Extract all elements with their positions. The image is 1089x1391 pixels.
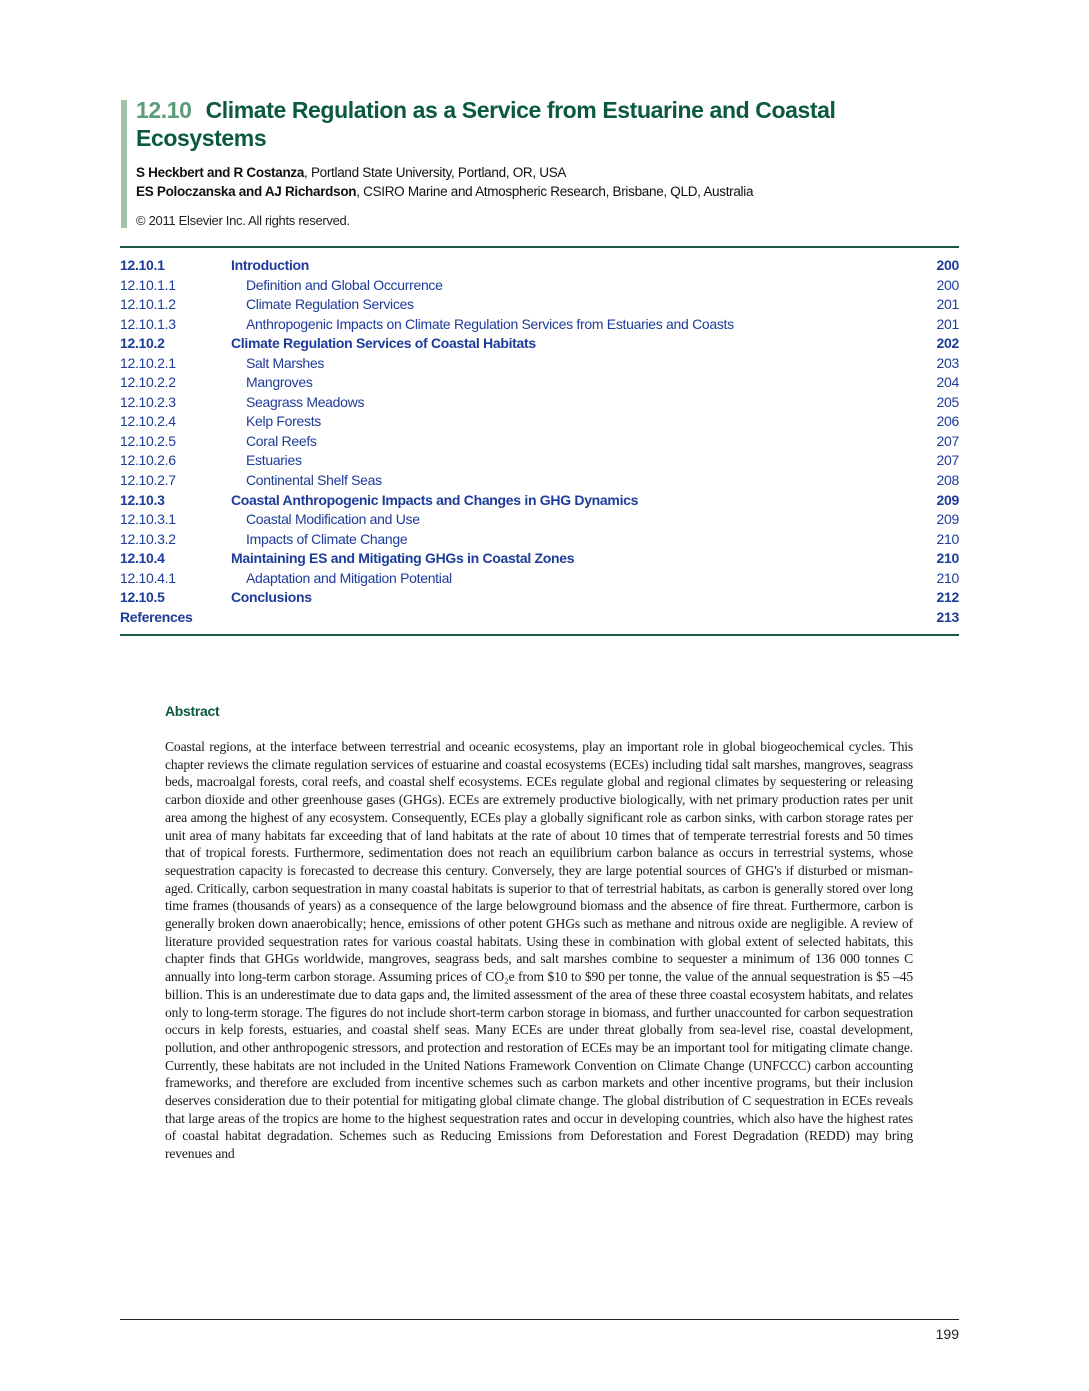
toc-entry-title[interactable]: Introduction — [231, 257, 310, 273]
toc-entry-number[interactable]: 12.10.2.2 — [120, 374, 176, 391]
toc-entry-title[interactable]: Estuaries — [246, 452, 302, 469]
author-affiliation: , CSIRO Marine and Atmospheric Research, Brisbane, QLD, Australia — [356, 184, 754, 199]
toc-entry-number[interactable]: 12.10.3 — [120, 491, 165, 508]
header-accent-bar — [121, 100, 127, 228]
toc-entry-page[interactable]: 201 — [936, 315, 959, 332]
chapter-title — [136, 96, 916, 152]
author-affiliation: , Portland State University, Portland, OR, USA — [304, 165, 567, 180]
toc-entry-number[interactable]: References — [120, 608, 193, 625]
toc-entry[interactable] — [120, 608, 959, 628]
author-line — [136, 182, 753, 201]
toc-entry-number[interactable]: 12.10.2.5 — [120, 432, 176, 449]
toc-entry-page[interactable]: 204 — [936, 374, 959, 391]
toc-entry-page[interactable]: 206 — [936, 413, 959, 430]
toc-entry-page[interactable]: 209 — [936, 491, 959, 508]
toc-entry[interactable] — [120, 432, 959, 452]
toc-entry-page[interactable]: 210 — [936, 569, 959, 586]
toc-entry-number[interactable]: 12.10.4.1 — [120, 569, 176, 586]
toc-entry-page[interactable]: 207 — [936, 432, 959, 449]
toc-entry[interactable] — [120, 412, 959, 432]
toc-entry-page[interactable]: 203 — [936, 354, 959, 371]
chapter-number: 12.10 — [136, 97, 192, 123]
toc-entry-title[interactable]: Mangroves — [246, 374, 313, 391]
toc-entry-number[interactable]: 12.10.2.3 — [120, 393, 176, 410]
toc-entry[interactable] — [120, 295, 959, 315]
toc-entry-page[interactable]: 210 — [936, 550, 959, 567]
toc-entry[interactable] — [120, 334, 959, 354]
toc-entry[interactable] — [120, 588, 959, 608]
toc-entry[interactable] — [120, 276, 959, 296]
toc-entry-title[interactable]: Coastal Modification and Use — [246, 511, 420, 528]
copyright-notice: © 2011 Elsevier Inc. All rights reserved. — [136, 213, 350, 228]
author-list — [136, 163, 753, 201]
toc-entry-page[interactable]: 202 — [936, 335, 959, 352]
toc-entry[interactable] — [120, 256, 959, 276]
toc-entry-page[interactable]: 201 — [936, 296, 959, 313]
toc-entry-title[interactable]: Conclusions — [231, 589, 312, 606]
toc-entry-page[interactable]: 207 — [936, 452, 959, 469]
toc-entry-number[interactable]: 12.10.2 — [120, 335, 165, 352]
chapter-title-text: Climate Regulation as a Service from Estuarine and Coastal Ecosystems — [136, 97, 836, 151]
toc-entry-page[interactable]: 200 — [936, 276, 959, 293]
toc-entry-page[interactable]: 205 — [936, 393, 959, 410]
toc-entry[interactable] — [120, 569, 959, 589]
toc-entry-number[interactable]: 12.10.3.2 — [120, 530, 176, 547]
toc-entry-title[interactable]: Adaptation and Mitigation Potential — [246, 569, 452, 586]
page-number: 199 — [935, 1326, 959, 1342]
toc-entry-number[interactable]: 12.10.1.2 — [120, 296, 176, 313]
toc-entry[interactable] — [120, 471, 959, 491]
toc-entry-page[interactable]: 208 — [936, 472, 959, 489]
author-names: ES Poloczanska and AJ Richardson — [136, 184, 357, 199]
toc-entry-title[interactable]: Definition and Global Occurrence — [246, 276, 443, 293]
toc-bottom-rule — [120, 634, 959, 636]
toc-entry-number[interactable]: 12.10.2.6 — [120, 452, 176, 469]
toc-entry-number[interactable]: 12.10.2.7 — [120, 472, 176, 489]
toc-entry[interactable] — [120, 315, 959, 335]
toc-entry-number[interactable]: 12.10.1.3 — [120, 315, 176, 332]
toc-entry[interactable] — [120, 491, 959, 511]
toc-entry-number[interactable]: 12.10.4 — [120, 550, 165, 567]
toc-entry-page[interactable]: 210 — [936, 530, 959, 547]
toc-entry-number[interactable]: 12.10.1 — [120, 257, 165, 273]
toc-entry-title[interactable]: Continental Shelf Seas — [246, 472, 382, 489]
toc-entry[interactable] — [120, 510, 959, 530]
toc-entry[interactable] — [120, 393, 959, 413]
toc-entry-page[interactable]: 212 — [936, 589, 959, 606]
toc-entry[interactable] — [120, 373, 959, 393]
abstract-body: Coastal regions, at the interface between terrestrial and oceanic ecosystems, play an important role in global biogeochemical cycles. This chapter reviews the climate regulation services of estuarine and coastal ecosystems (ECEs) including tidal salt marshes, mangroves, seagrass beds, macroalgal forests, coral reefs, and coastal shelf ecosystems. ECEs regulate global and regional climates by sequestering or releasing carbon dioxide and other greenhouse gases (GHGs). ECEs are extremely productive biologically, with net primary production rates per unit area among the highest of any ecosystem. Consequently, ECEs play a globally significant role as carbon sinks, with carbon storage rates per unit area of many habitats far exceeding that of land habitats at the rate of about 10 times that of temperate terrestrial forests and 50 times that of tropical forests. Furthermore, sedimentation does not reach an equilibrium carbon balance as occurs in terrestrial systems, whose sequestration capacity is forecasted to decrease this century. Conversely, they are large potential sources of GHG's if disturbed or mismanaged. Critically, carbon sequestration in many coastal habitats is superior to that of terrestrial habitats, as carbon is generally stored over long time frames (thousands of years) as a consequence of the large belowground biomass and the absence of fire threat. Furthermore, carbon is generally broken down anaerobically; hence, emissions of other potent GHGs such as methane and nitrous oxide are negligible. A review of literature provided sequestration rates for various coastal habitats. Using these in combination with global extent of selected habitats, this chapter finds that GHGs worldwide, mangroves, seagrass beds, and salt marshes combine to sequester a minimum of 136 000 tonnes C annually into long-term carbon storage. Assuming prices of CO₂e from $10 to $90 per tonne, the value of the annual sequestration is $5 –45 billion. This is an underestimate due to data gaps and, the limited assessment of the area of these three coastal ecosystem habitats, and relates only to long-term storage. The figures do not include short-term carbon storage in biomass, and further unaccounted for carbon sequestration occurs in kelp forests, estuaries, and coastal shelf seas. Many ECEs are under threat globally from sea-level rise, coastal development, pollution, and other anthropogenic stressors, and protection and restoration of ECEs may be an important tool for mitigating climate change. Currently, these habitats are not included in the United Nations Framework Convention on Climate Change (UNFCCC) carbon accounting frameworks, and therefore are excluded from incentive schemes such as carbon markets and other incentive programs, but their inclusion deserves consideration due to their potential for mitigating global climate change. The global distribution of C sequestration in ECEs reveals that large areas of the tropics are home to the highest sequestration rates and occur in developing countries, which also have the highest rates of coastal habitat degradation. Schemes such as Reducing Emissions from Deforestation and Forest Degradation (REDD) may bring revenues and — [165, 739, 913, 1162]
toc-entry-title[interactable]: Climate Regulation Services — [246, 296, 414, 313]
footer-rule — [120, 1319, 959, 1320]
abstract-heading: Abstract — [165, 703, 220, 719]
toc-entry-title[interactable]: Coastal Anthropogenic Impacts and Changes in GHG Dynamics — [231, 491, 639, 508]
toc-entry[interactable] — [120, 451, 959, 471]
toc-entry-number[interactable]: 12.10.2.4 — [120, 413, 176, 430]
toc-entry-number[interactable]: 12.10.1.1 — [120, 276, 176, 293]
toc-entry-number[interactable]: 12.10.3.1 — [120, 511, 176, 528]
toc-entry[interactable] — [120, 549, 959, 569]
toc-entry[interactable] — [120, 530, 959, 550]
toc-entry-title[interactable]: Coral Reefs — [246, 432, 317, 449]
table-of-contents — [120, 256, 959, 627]
toc-entry-number[interactable]: 12.10.5 — [120, 589, 165, 606]
author-names: S Heckbert and R Costanza — [136, 165, 305, 180]
toc-entry-page[interactable]: 200 — [936, 257, 959, 273]
toc-entry-page[interactable]: 209 — [936, 511, 959, 528]
toc-top-rule — [120, 246, 959, 248]
toc-entry-title[interactable]: Salt Marshes — [246, 354, 325, 371]
toc-entry-title[interactable]: Seagrass Meadows — [246, 393, 365, 410]
toc-entry-number[interactable]: 12.10.2.1 — [120, 354, 176, 371]
toc-entry-title[interactable]: Anthropogenic Impacts on Climate Regulation Services from Estuaries and Coasts — [246, 315, 734, 332]
author-line — [136, 163, 753, 182]
toc-entry-page[interactable]: 213 — [936, 608, 959, 625]
toc-entry-title[interactable]: Climate Regulation Services of Coastal Habitats — [231, 335, 536, 352]
toc-entry[interactable] — [120, 354, 959, 374]
toc-entry-title[interactable]: Impacts of Climate Change — [246, 530, 408, 547]
toc-entry-title[interactable]: Kelp Forests — [246, 413, 321, 430]
toc-entry-title[interactable]: Maintaining ES and Mitigating GHGs in Coastal Zones — [231, 550, 575, 567]
